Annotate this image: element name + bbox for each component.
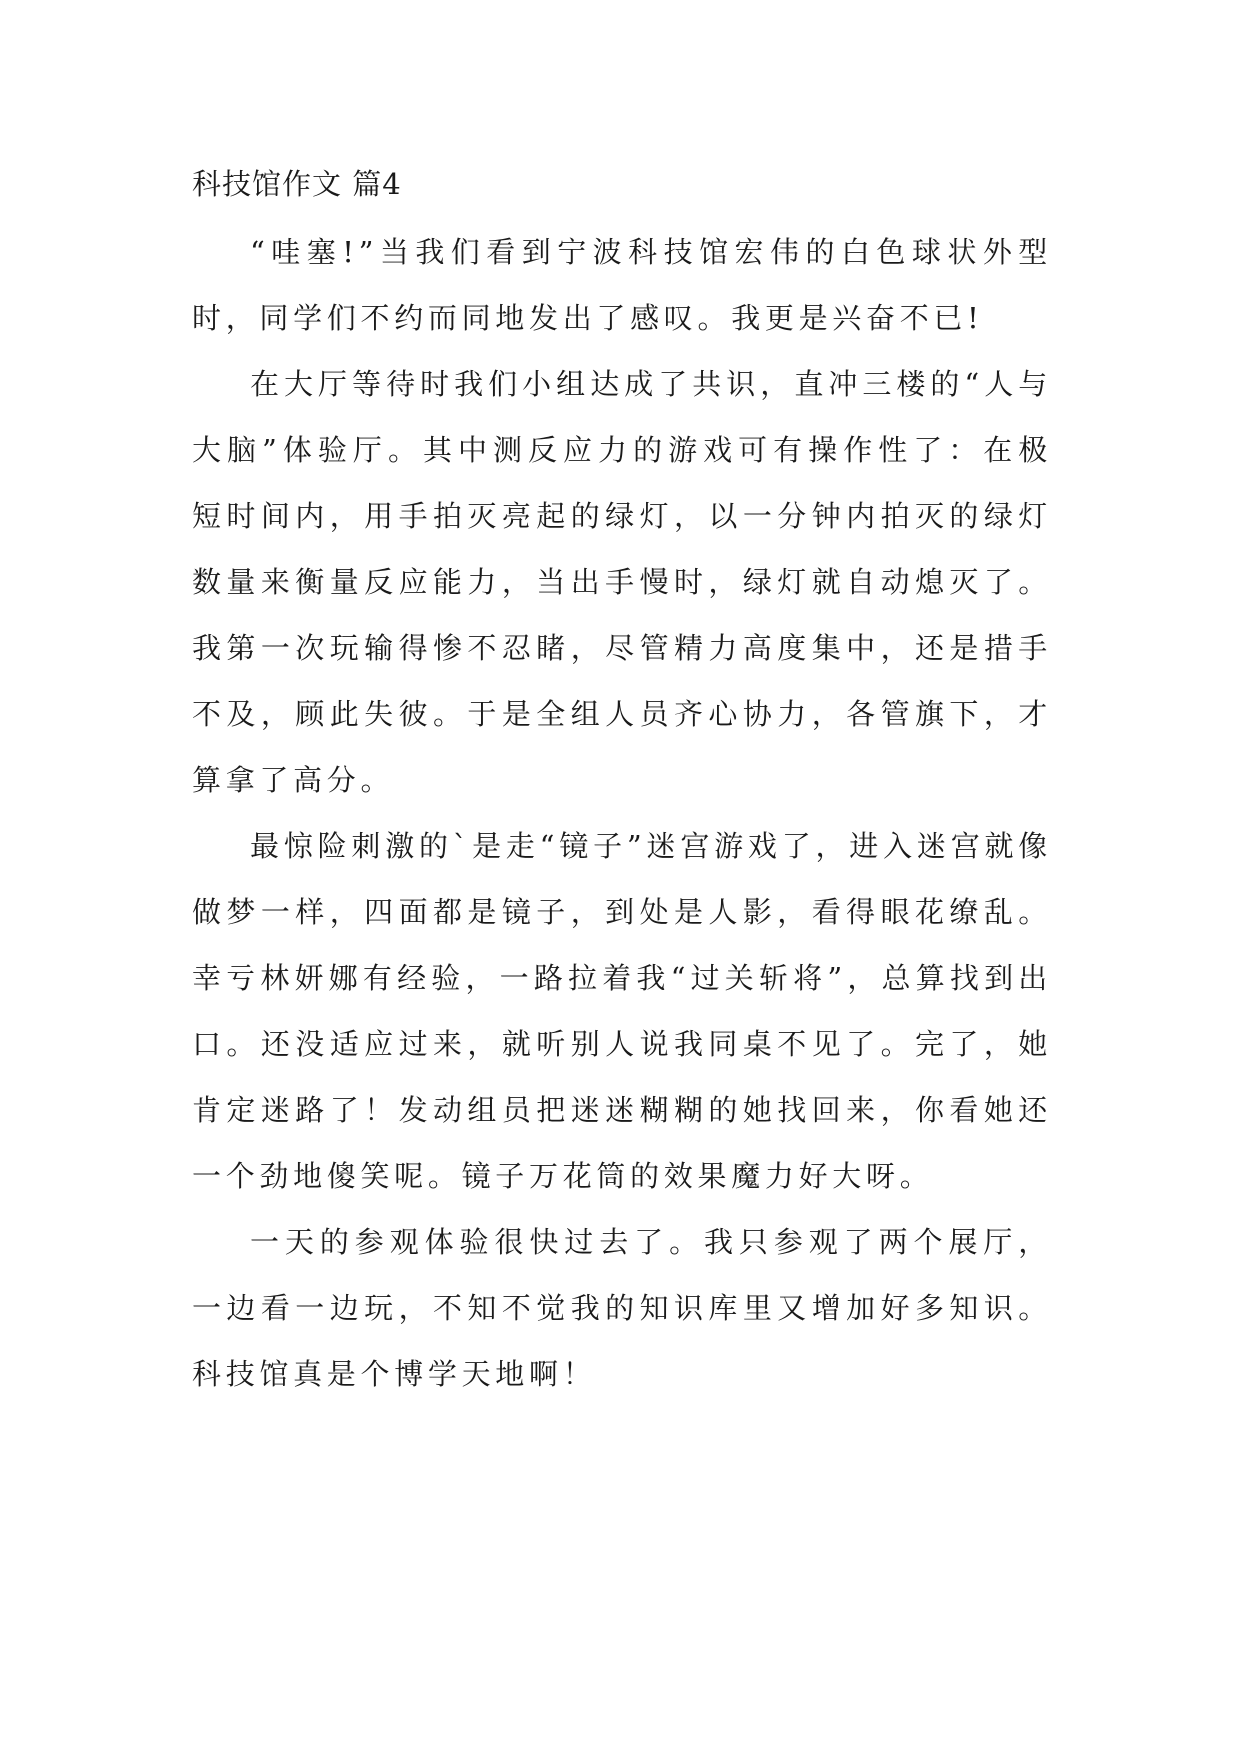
paragraph-4: 一天的参观体验很快过去了。我只参观了两个展厅，一边看一边玩，不知不觉我的知识库里又增加好多知识。科技馆真是个博学天地啊！ bbox=[192, 1225, 1052, 1391]
paragraph-1: “哇塞!”当我们看到宁波科技馆宏伟的白色球状外型时，同学们不约而同地发出了感叹。我更是兴奋不已! bbox=[192, 235, 1052, 335]
paragraph-2: 在大厅等待时我们小组达成了共识，直冲三楼的“人与大脑”体验厅。其中测反应力的游戏可有操作性了：在极短时间内，用手拍灭亮起的绿灯，以一分钟内拍灭的绿灯数量来衡量反应能力，当出手慢时，绿灯就自动熄灭了。我第一次玩输得惨不忍睹，尽管精力高度集中，还是措手不及，顾此失彼。于是全组人员齐心协力，各管旗下，才算拿了高分。 bbox=[192, 367, 1052, 797]
essay-body bbox=[192, 160, 1052, 1407]
essay-title: 科技馆作文 篇4 bbox=[192, 167, 402, 201]
paragraph-3: 最惊险刺激的`是走“镜子”迷宫游戏了，进入迷宫就像做梦一样，四面都是镜子，到处是人影，看得眼花缭乱。幸亏林妍娜有经验，一路拉着我“过关斩将”，总算找到出口。还没适应过来，就听别人说我同桌不见了。完了，她肯定迷路了！发动组员把迷迷糊糊的她找回来，你看她还一个劲地傻笑呢。镜子万花筒的效果魔力好大呀。 bbox=[192, 829, 1052, 1193]
